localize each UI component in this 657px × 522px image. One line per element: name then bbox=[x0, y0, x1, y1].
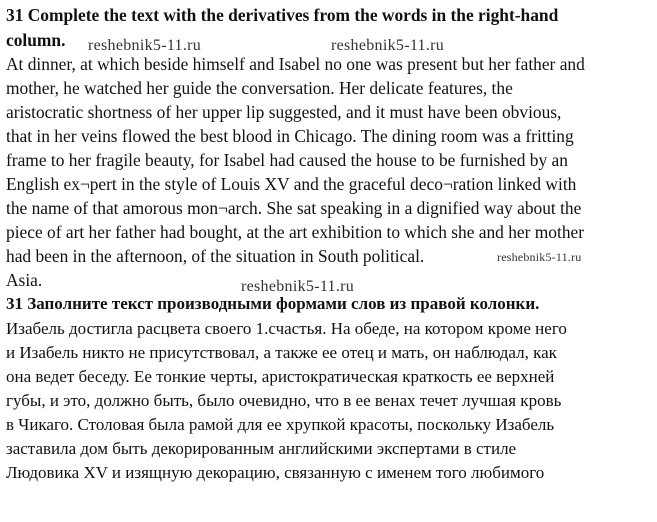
russian-text-line: она ведет беседу. Ее тонкие черты, аристократическая краткость ее верхней bbox=[6, 367, 555, 386]
russian-text-line: и Изабель никто не присутствовал, а также ее отец и мать, он наблюдал, как bbox=[6, 343, 557, 362]
watermark: reshebnik5-11.ru bbox=[241, 278, 355, 295]
english-text-line: piece of art her father had bought, at the art exhibition to which she and her mother bbox=[6, 222, 585, 242]
english-text-line: aristocratic shortness of her upper lip suggested, and it must have been obvious, bbox=[6, 102, 562, 122]
russian-text-line: Изабель достигла расцвета своего 1.счастья. На обеде, на котором кроме него bbox=[6, 319, 567, 338]
english-text-line: Asia. bbox=[6, 270, 43, 290]
russian-heading: 31 Заполните текст производными формами слов из правой колонки. bbox=[6, 294, 540, 313]
russian-text-line: заставила дом быть декорированным английскими экспертами в стиле bbox=[6, 439, 517, 458]
russian-text-line: в Чикаго. Столовая была рамой для ее хрупкой красоты, поскольку Изабель bbox=[6, 415, 555, 434]
english-text-line: At dinner, at which beside himself and Isabel no one was present but her father and bbox=[6, 54, 585, 74]
watermark: reshebnik5-11.ru bbox=[88, 37, 202, 54]
english-heading-line-2: column. bbox=[6, 30, 66, 50]
watermark: reshebnik5-11.ru bbox=[497, 250, 582, 264]
english-text-line: that in her veins flowed the best blood in Chicago. The dining room was a fritting bbox=[6, 126, 574, 146]
russian-text-line: губы, и это, должно быть, было очевидно, что в ее венах течет лучшая кровь bbox=[6, 391, 562, 410]
watermark: reshebnik5-11.ru bbox=[331, 37, 445, 54]
english-heading-line-1: 31 Complete the text with the derivatives from the words in the right-hand bbox=[6, 5, 559, 25]
english-text-line: frame to her fragile beauty, for Isabel had caused the house to be furnished by an bbox=[6, 150, 568, 170]
english-text-line: mother, he watched her guide the conversation. Her delicate features, the bbox=[6, 78, 513, 98]
english-text-line: the name of that amorous mon¬arch. She sat speaking in a dignified way about the bbox=[6, 198, 582, 218]
english-text-line: had been in the afternoon, of the situation in South political. bbox=[6, 246, 425, 266]
russian-text-line: Людовика XV и изящную декорацию, связанную с именем того любимого bbox=[6, 463, 545, 482]
english-text-line: English ex¬pert in the style of Louis XV and the graceful deco¬ration linked with bbox=[6, 174, 577, 194]
